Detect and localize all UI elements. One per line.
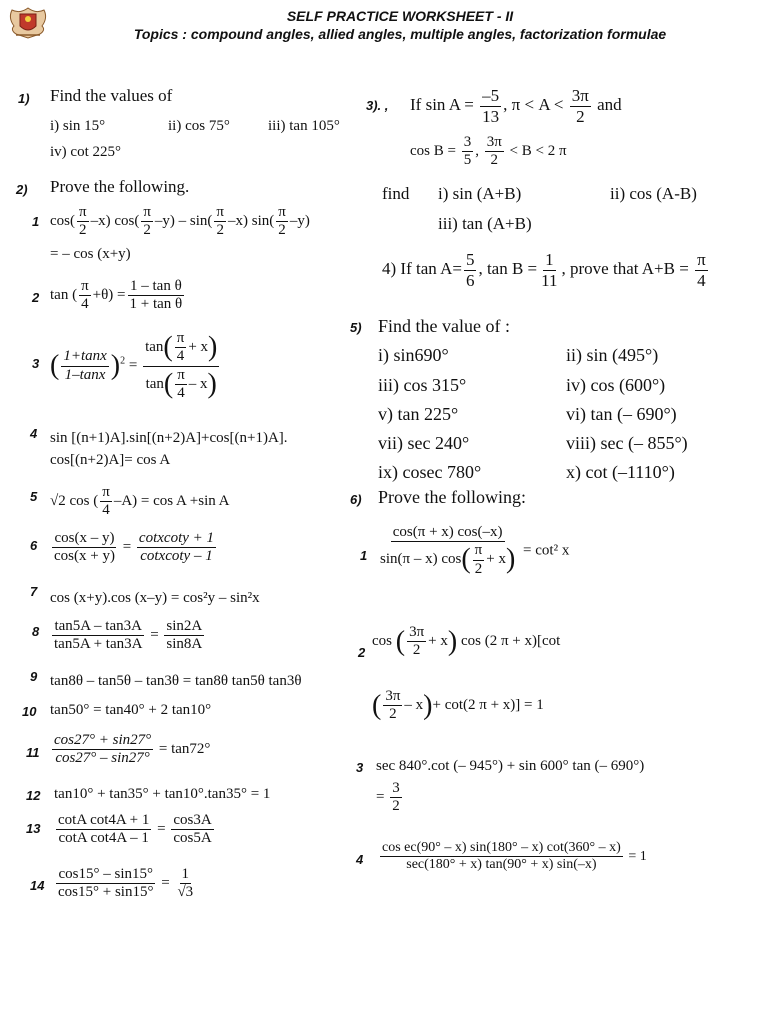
q2-part-5-number: 5	[30, 489, 38, 504]
q5-item-10: x) cot (–1110°)	[566, 462, 675, 482]
q2-part-5-expr: √2 cos ( $\frac{\pi}{4}$ –A) = cos A +sin A	[50, 484, 230, 519]
q2-part-8-number: 8	[32, 624, 40, 639]
q2-part-3-number: 3	[32, 356, 40, 371]
q6-part-1-expr: cos(π + x) cos(–x) sin(π – x) cos( $\frac{\pi}{2}$ + x) = cot² x	[380, 524, 570, 577]
q3-find-3: iii) tan (A+B)	[438, 214, 532, 233]
q2-part-1-number: 1	[32, 214, 40, 229]
q2-part-13-expr: $\frac{\text{cotA cot4A + 1}}{\text{cotA cot4A – 1}}$ = $\frac{\cos 3A}{\cos 5A}$	[58, 812, 212, 847]
q6-part-2-line1: cos ( $\frac{3\pi}{2}$ + x) cos (2 π + x)[cot	[372, 624, 561, 659]
q2-part-10-number: 10	[22, 704, 37, 719]
question-5-number: 5)	[350, 320, 362, 335]
q6-part-3-result: = $\frac{3}{2}$	[376, 780, 400, 815]
q5-item-7: vii) sec 240°	[378, 433, 470, 453]
question-1-prompt: Find the values of	[50, 86, 173, 105]
q2-part-9-expr: tan8θ – tan5θ – tan3θ = tan8θ tan5θ tan3θ	[50, 673, 302, 689]
question-3-number: 3). ,	[366, 98, 389, 113]
question-2-number: 2)	[16, 182, 28, 197]
q2-part-12-expr: tan10° + tan35° + tan10°.tan35° = 1	[54, 786, 271, 802]
question-6-number: 6)	[350, 492, 362, 507]
q6-part-4-expr: $\frac{\text{cos ec(90° – x) sin(180° – x) cot(360° – x)}}{\sec(180^\circ + x) \tan(90^\circ + x) \sin(-x)}$ = 1	[382, 840, 647, 873]
q5-item-5: v) tan 225°	[378, 404, 459, 424]
q5-item-9: ix) cosec 780°	[378, 462, 482, 482]
q2-part-11-number: 11	[26, 745, 40, 760]
q2-part-4-line1: sin [(n+1)A].sin[(n+2)A]+cos[(n+1)A].	[50, 430, 288, 446]
q2-part-6-number: 6	[30, 538, 38, 553]
q1-item-1: i) sin 15°	[50, 118, 106, 134]
worksheet-topics: Topics : compound angles, allied angles, multiple angles, factorization formulae	[133, 26, 667, 42]
q6-part-1-number: 1	[360, 548, 368, 563]
q2-part-4-number: 4	[30, 426, 38, 441]
question-4-expr: 4) If tan A= $\frac{5}{6}$ , tan B = $\frac{1}{11}$ , prove that A+B = $\frac{\pi}{4}$	[382, 250, 706, 290]
q2-part-13-number: 13	[26, 821, 41, 836]
q2-part-14-number: 14	[30, 878, 45, 893]
q6-part-2-line2: ( $\frac{3\pi}{2}$ – x)+ cot(2 π + x)] = 1	[372, 688, 544, 723]
school-crest-icon	[6, 4, 50, 40]
q2-part-7-expr: cos (x+y).cos (x–y) = cos²y – sin²x	[50, 590, 260, 606]
q3-find-2: ii) cos (A-B)	[610, 184, 697, 203]
q2-part-10-expr: tan50° = tan40° + 2 tan10°	[50, 702, 212, 718]
q1-item-3: iii) tan 105°	[268, 118, 340, 134]
question-1-number: 1)	[18, 91, 30, 106]
worksheet-title: SELF PRACTICE WORKSHEET - II	[286, 8, 514, 24]
question-6-prompt: Prove the following:	[378, 487, 526, 507]
q5-item-6: vi) tan (– 690°)	[566, 404, 677, 424]
question-2-prompt: Prove the following.	[50, 177, 190, 196]
q2-part-2-expr: tan ( $\frac{\pi}{4}$ +θ) = $\frac{\text{1 – tan θ}}{\text{1 + tan θ}}$	[50, 278, 183, 313]
q6-part-4-number: 4	[356, 852, 364, 867]
q3-find-1: i) sin (A+B)	[438, 184, 522, 203]
q5-item-1: i) sin690°	[378, 345, 449, 365]
q2-part-4-line2: cos[(n+2)A]= cos A	[50, 452, 171, 468]
q2-part-6-expr: $\frac{\cos(x - y)}{\cos(x + y)}$ = $\frac{\text{cotxcoty + 1}}{\text{cotxcoty – 1}}$	[54, 530, 215, 565]
question-3-line1: If sin A = $\frac{-5}{13}$ , π < A < $\frac{3\pi}{2}$ and	[410, 86, 622, 126]
q2-part-7-number: 7	[30, 584, 38, 599]
q2-part-9-number: 9	[30, 669, 38, 684]
q1-item-4: iv) cot 225°	[50, 144, 121, 160]
q2-part-3-expr: ( $\frac{1+\tan x}{1-\tan x}$ )$^2$ = tan( $\frac{\pi}{4}$ + x) tan( $\frac{\pi}{4}$ – x)	[50, 330, 218, 401]
q3-find-label: find	[382, 184, 410, 203]
q5-item-8: viii) sec (– 855°)	[566, 433, 688, 453]
q2-part-11-expr: $\frac{\cos 27^\circ + \sin 27^\circ}{\cos 27^\circ - \sin 27^\circ}$ = tan72°	[54, 732, 211, 767]
q6-part-3-number: 3	[356, 760, 364, 775]
q5-item-4: iv) cos (600°)	[566, 375, 666, 395]
question-3-line2: cos B = $\frac{3}{5}$ , $\frac{3\pi}{2}$ < B < 2 π	[410, 134, 567, 169]
q2-part-2-number: 2	[32, 290, 40, 305]
question-5-prompt: Find the value of :	[378, 316, 510, 336]
q2-part-8-expr: $\frac{\tan 5A - \tan 3A}{\tan 5A + \tan 3A}$ = $\frac{\sin 2A}{\sin 8A}$	[54, 618, 203, 653]
q2-part-14-expr: $\frac{\cos 15^\circ - \sin 15^\circ}{\cos 15^\circ + \sin 15^\circ}$ = $\frac{1}{√3}$	[58, 866, 194, 901]
q2-part-1-line2: = – cos (x+y)	[50, 246, 131, 262]
q5-item-2: ii) sin (495°)	[566, 345, 659, 365]
q6-part-2-number: 2	[358, 645, 366, 660]
q2-part-1-line1: cos( $\frac{\pi}{2}$ –x) cos( $\frac{\pi}{2}$ –y) – sin( $\frac{\pi}{2}$ –x) sin( $\frac{\pi}{2}$ –y)	[50, 204, 310, 239]
q1-item-2: ii) cos 75°	[168, 118, 230, 134]
q2-part-12-number: 12	[26, 788, 41, 803]
q6-part-3-expr: sec 840°.cot (– 945°) + sin 600° tan (– 690°)	[376, 758, 645, 774]
q5-item-3: iii) cos 315°	[378, 375, 467, 395]
